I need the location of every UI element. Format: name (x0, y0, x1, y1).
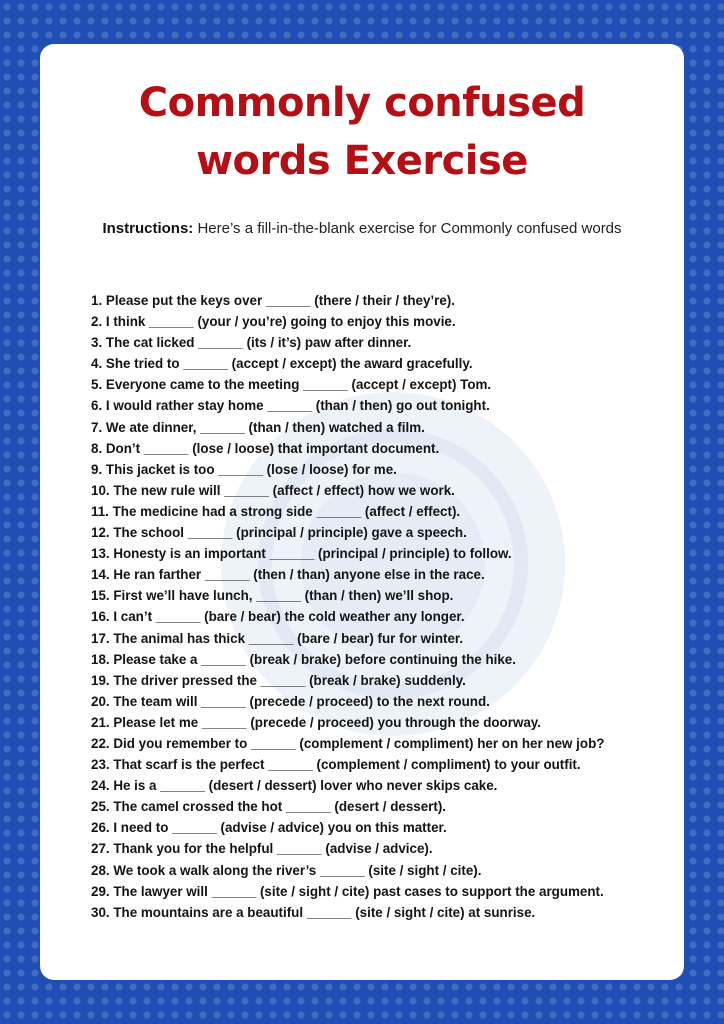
title-line-1: Commonly confused (138, 80, 586, 126)
instructions-label: Instructions: (102, 220, 194, 237)
question-item: 24. He is a ______ (desert / dessert) lover who never skips cake. (91, 778, 498, 794)
question-item: 30. The mountains are a beautiful ______ (site / sight / cite) at sunrise. (91, 904, 536, 920)
question-list (91, 290, 604, 923)
question-item: 19. The driver pressed the ______ (break / brake) suddenly. (91, 672, 466, 688)
question-item: 18. Please take a ______ (break / brake) before continuing the hike. (91, 651, 516, 667)
question-item: 28. We took a walk along the river’s ______ (site / sight / cite). (91, 862, 482, 878)
question-item: 26. I need to ______ (advise / advice) you on this matter. (91, 820, 447, 836)
question-item: 12. The school ______ (principal / principle) gave a speech. (91, 525, 467, 541)
question-item: 23. That scarf is the perfect ______ (complement / compliment) to your outfit. (91, 757, 581, 773)
question-item: 14. He ran farther ______ (then / than) anyone else in the race. (91, 567, 485, 583)
question-item: 10. The new rule will ______ (affect / effect) how we work. (91, 482, 455, 498)
instructions (76, 218, 648, 239)
question-item: 9. This jacket is too ______ (lose / loose) for me. (91, 461, 397, 477)
question-item: 25. The camel crossed the hot ______ (desert / dessert). (91, 799, 447, 815)
question-item: 5. Everyone came to the meeting ______ (accept / except) Tom. (91, 377, 492, 393)
question-item: 3. The cat licked ______ (its / it’s) paw after dinner. (91, 335, 412, 351)
question-item: 2. I think ______ (your / you’re) going to enjoy this movie. (91, 314, 456, 330)
question-item: 13. Honesty is an important ______ (principal / principle) to follow. (91, 546, 512, 562)
question-item: 1. Please put the keys over ______ (there / their / they’re). (91, 293, 455, 308)
question-item: 20. The team will ______ (precede / proceed) to the next round. (91, 693, 490, 709)
worksheet-card (40, 44, 684, 980)
question-item: 21. Please let me ______ (precede / proceed) you through the doorway. (91, 714, 541, 730)
question-item: 4. She tried to ______ (accept / except) the award gracefully. (91, 356, 473, 372)
question-item: 8. Don’t ______ (lose / loose) that important document. (91, 440, 440, 456)
page-title (40, 74, 684, 190)
question-item: 15. First we’ll have lunch, ______ (than / then) we’ll shop. (91, 588, 454, 604)
question-item: 16. I can’t ______ (bare / bear) the cold weather any longer. (91, 609, 465, 625)
question-item: 22. Did you remember to ______ (complement / compliment) her on her new job? (91, 735, 605, 751)
question-item: 7. We ate dinner, ______ (than / then) watched a film. (91, 419, 425, 435)
question-item: 6. I would rather stay home ______ (than / then) go out tonight. (91, 398, 490, 414)
question-item: 29. The lawyer will ______ (site / sight / cite) past cases to support the argument. (91, 883, 604, 899)
title-line-2: words Exercise (196, 138, 528, 184)
instructions-text: Here’s a fill-in-the-blank exercise for Commonly confused words (197, 220, 622, 237)
question-item: 11. The medicine had a strong side ______ (affect / effect). (91, 503, 461, 519)
question-item: 27. Thank you for the helpful ______ (advise / advice). (91, 841, 433, 857)
question-item: 17. The animal has thick ______ (bare / bear) fur for winter. (91, 630, 464, 646)
